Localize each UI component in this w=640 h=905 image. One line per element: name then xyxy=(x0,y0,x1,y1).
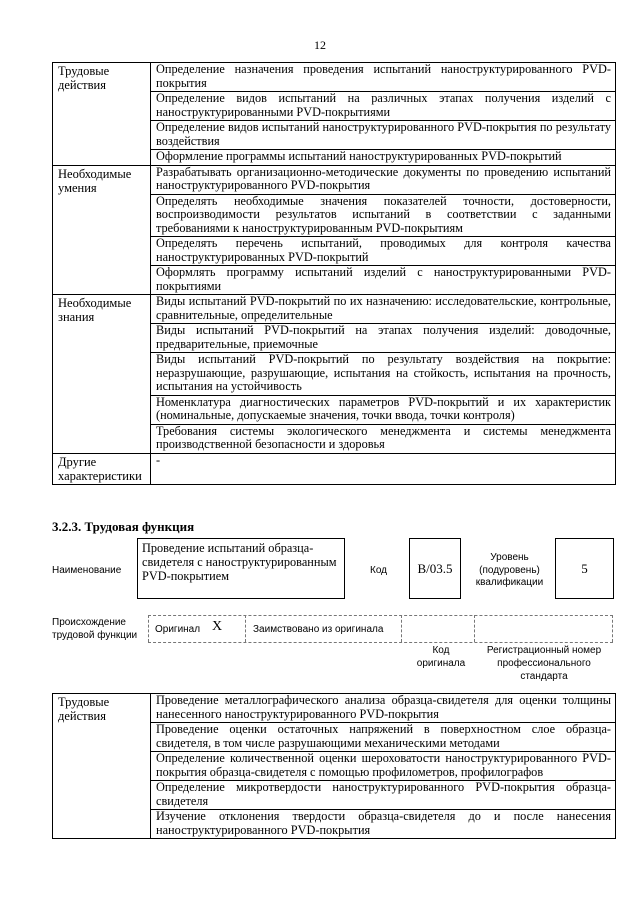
requirement-text: Определение видов испытаний на различных этапах получения изделий с наноструктурированными PVD-покрытиями xyxy=(151,92,616,121)
borrowed-label: Заимствовано из оригинала xyxy=(253,624,384,635)
origin-row-divider-1 xyxy=(245,615,246,642)
function-name-box xyxy=(137,538,345,599)
table-row xyxy=(53,295,616,324)
requirement-text: Проведение металлографического анализа образца-свидетеля для оценки толщины нанесенного наноструктурированного PVD-покрытия xyxy=(151,694,616,723)
level-value: 5 xyxy=(581,560,588,576)
code-box xyxy=(409,538,461,599)
requirement-text: Разрабатывать организационно-методические документы по проведению испытаний наноструктурированного PVD-покрытия xyxy=(151,165,616,194)
table-row xyxy=(53,453,616,484)
requirement-text: Изучение отклонения твердости образца-свидетеля до и после нанесения наноструктурированного PVD-покрытия xyxy=(151,810,616,839)
level-box xyxy=(555,538,614,599)
origin-row-top-border xyxy=(148,615,613,616)
requirements-table-top xyxy=(52,62,616,485)
row-group-label: Необходимые знания xyxy=(53,295,151,454)
origin-row-right-border xyxy=(612,615,613,642)
original-label: Оригинал xyxy=(155,624,201,635)
code-value: B/03.5 xyxy=(417,560,453,576)
origin-row-divider-3 xyxy=(474,615,475,642)
name-label: Наименование xyxy=(52,565,122,576)
row-group-label: Необходимые умения xyxy=(53,165,151,295)
code-label: Код xyxy=(370,565,388,576)
origin-row-divider-2 xyxy=(401,615,402,642)
requirement-text: Оформлять программу испытаний изделий с наноструктурированными PVD-покрытиями xyxy=(151,266,616,295)
row-group-label: Трудовые действия xyxy=(53,694,151,839)
requirement-text: Определение микротвердости наноструктурированного PVD-покрытия образца-свидетеля xyxy=(151,781,616,810)
table-row xyxy=(53,63,616,92)
requirement-text: Определять перечень испытаний, проводимых для контроля качества наноструктурированных PVD-покрытий xyxy=(151,237,616,266)
requirement-text: Номенклатура диагностических параметров PVD-покрытий и их характеристик (номинальные, допускаемые значения, точки ввода, точки контроля) xyxy=(151,395,616,424)
requirement-text: Определение видов испытаний наноструктурированного PVD-покрытия по результату воздействия xyxy=(151,121,616,150)
function-name-value: Проведение испытаний образца-свидетеля с наноструктурированным PVD-покрытием xyxy=(142,541,337,583)
requirement-text: Проведение оценки остаточных напряжений в поверхностном слое образца-свидетеля, в том числе разрушающими механическими методами xyxy=(151,723,616,752)
row-group-label: Трудовые действия xyxy=(53,63,151,166)
requirements-table-bottom xyxy=(52,693,616,839)
origin-row-left-border xyxy=(148,615,149,642)
row-group-label: Другие характеристики xyxy=(53,453,151,484)
requirement-text: Определение количественной оценки шероховатости наноструктурированного PVD-покрытия образца-свидетеля с помощью профилометров, профилографов xyxy=(151,752,616,781)
requirement-text: Требования системы экологического менеджмента и системы менеджмента производственной безопасности и здоровья xyxy=(151,424,616,453)
table-row xyxy=(53,165,616,194)
origin-code-caption: Код оригинала xyxy=(416,645,466,669)
level-label: Уровень (подуровень) квалификации xyxy=(475,552,544,588)
requirement-text: - xyxy=(151,453,616,484)
requirement-text: Виды испытаний PVD-покрытий на этапах получения изделий: доводочные, предварительные, приемочные xyxy=(151,324,616,353)
requirement-text: Определение назначения проведения испытаний наноструктурированного PVD-покрытия xyxy=(151,63,616,92)
requirement-text: Виды испытаний PVD-покрытий по результату воздействия на покрытие: неразрушающие, разрушающие, испытания на стойкость, испытания на прочность, испытания на устойчивость xyxy=(151,353,616,396)
section-title: 3.2.3. Трудовая функция xyxy=(52,519,195,534)
requirement-text: Виды испытаний PVD-покрытий по их назначению: исследовательские, контрольные, сравнительные, определительные xyxy=(151,295,616,324)
origin-row-bottom-border xyxy=(148,642,613,643)
reg-number-caption: Регистрационный номер профессионального стандарта xyxy=(486,645,602,682)
table-row xyxy=(53,694,616,723)
origin-label: Происхождение трудовой функции xyxy=(52,617,138,641)
original-mark: X xyxy=(212,619,223,634)
requirement-text: Определять необходимые значения показателей точности, достоверности, воспроизводимости результатов испытаний в соответствии с заданными требованиями к наноструктурированным PVD-покрытиям xyxy=(151,194,616,237)
requirement-text: Оформление программы испытаний наноструктурированных PVD-покрытий xyxy=(151,150,616,166)
page-number: 12 xyxy=(314,38,326,52)
